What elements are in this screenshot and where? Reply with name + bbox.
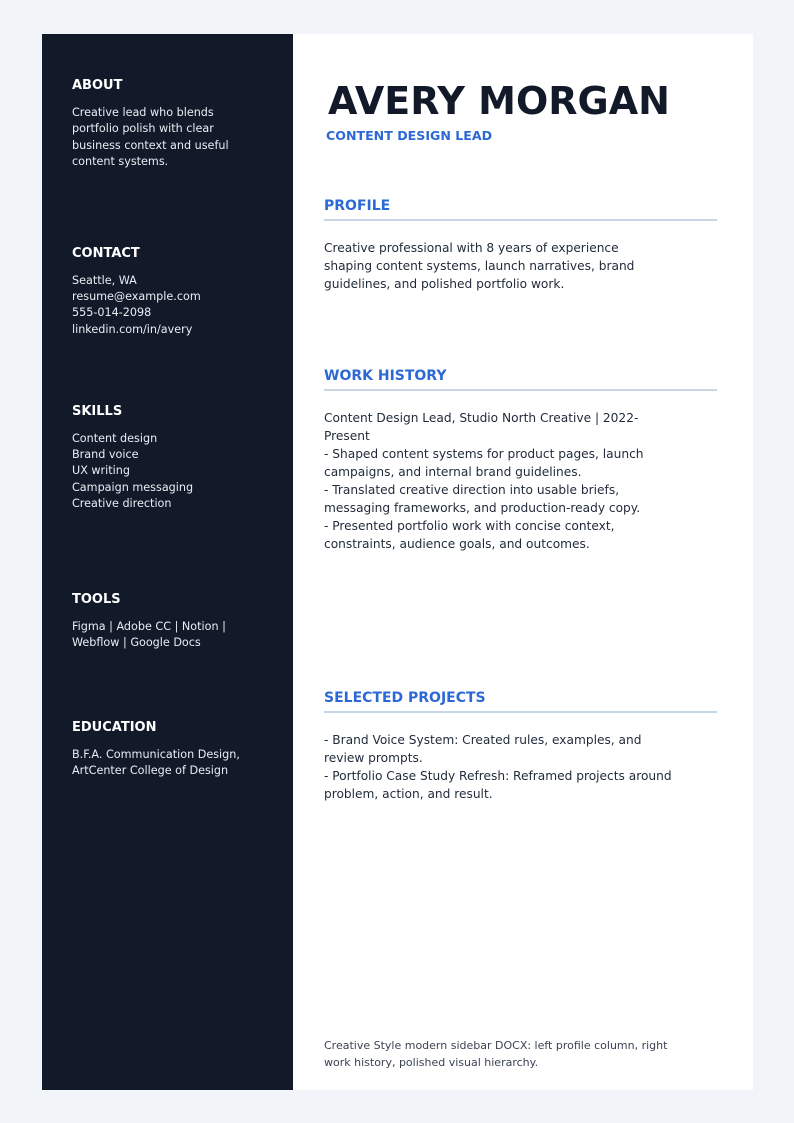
work-bullet: - Translated creative direction into usable briefs, messaging frameworks, and production-ready copy.	[324, 483, 641, 515]
skill-item: Creative direction	[72, 496, 172, 510]
skill-item: Content design	[72, 432, 158, 445]
work-history-body	[324, 409, 684, 553]
profile-text: Creative professional with 8 years of experience shaping content systems, launch narratives, brand guidelines, and polished portfolio work.	[324, 241, 635, 291]
about-text: Creative lead who blends portfolio polish with clear business context and useful content systems.	[72, 106, 229, 169]
work-history-section	[324, 367, 717, 553]
tools-section	[72, 592, 272, 652]
tools-text: Figma | Adobe CC | Notion | Webflow | Google Docs	[72, 620, 226, 650]
project-bullet: - Brand Voice System: Created rules, examples, and review prompts.	[324, 733, 642, 765]
main-column	[293, 34, 753, 1090]
resume-page	[42, 34, 753, 1090]
contact-linkedin[interactable]: linkedin.com/in/avery	[72, 322, 193, 336]
projects-body	[324, 731, 676, 803]
job-title: CONTENT DESIGN LEAD	[326, 128, 493, 143]
contact-heading: CONTACT	[72, 246, 140, 261]
contact-location: Seattle, WA	[72, 274, 137, 287]
skill-item: UX writing	[72, 464, 130, 478]
tools-heading: TOOLS	[72, 592, 121, 607]
skills-heading: SKILLS	[72, 404, 123, 419]
work-role-line: Content Design Lead, Studio North Creative | 2022-Present	[324, 411, 639, 443]
about-section	[72, 78, 272, 171]
about-heading: ABOUT	[72, 78, 123, 93]
education-text: B.F.A. Communication Design, ArtCenter College of Design	[72, 748, 240, 778]
education-heading: EDUCATION	[72, 720, 157, 735]
skill-item: Brand voice	[72, 448, 139, 462]
selected-projects-section	[324, 689, 717, 803]
profile-section	[324, 197, 717, 293]
selected-projects-heading: SELECTED PROJECTS	[324, 689, 717, 713]
work-history-heading: WORK HISTORY	[324, 367, 717, 391]
footer-note: Creative Style modern sidebar DOCX: left profile column, right work history, polished visual hierarchy.	[324, 1039, 668, 1069]
skills-section	[72, 404, 272, 512]
skill-item: Campaign messaging	[72, 480, 194, 494]
project-bullet: - Portfolio Case Study Refresh: Reframed projects around problem, action, and result.	[324, 769, 672, 801]
candidate-name: AVERY MORGAN	[328, 79, 670, 123]
profile-heading: PROFILE	[324, 197, 717, 221]
sidebar	[42, 34, 293, 1090]
contact-section	[72, 246, 272, 338]
education-section	[72, 720, 272, 780]
work-bullet: - Presented portfolio work with concise context, constraints, audience goals, and outcomes.	[324, 519, 615, 551]
contact-phone[interactable]: 555-014-2098	[72, 306, 152, 320]
contact-email[interactable]: resume@example.com	[72, 290, 201, 304]
work-bullet: - Shaped content systems for product pages, launch campaigns, and internal brand guidelines.	[324, 447, 644, 479]
